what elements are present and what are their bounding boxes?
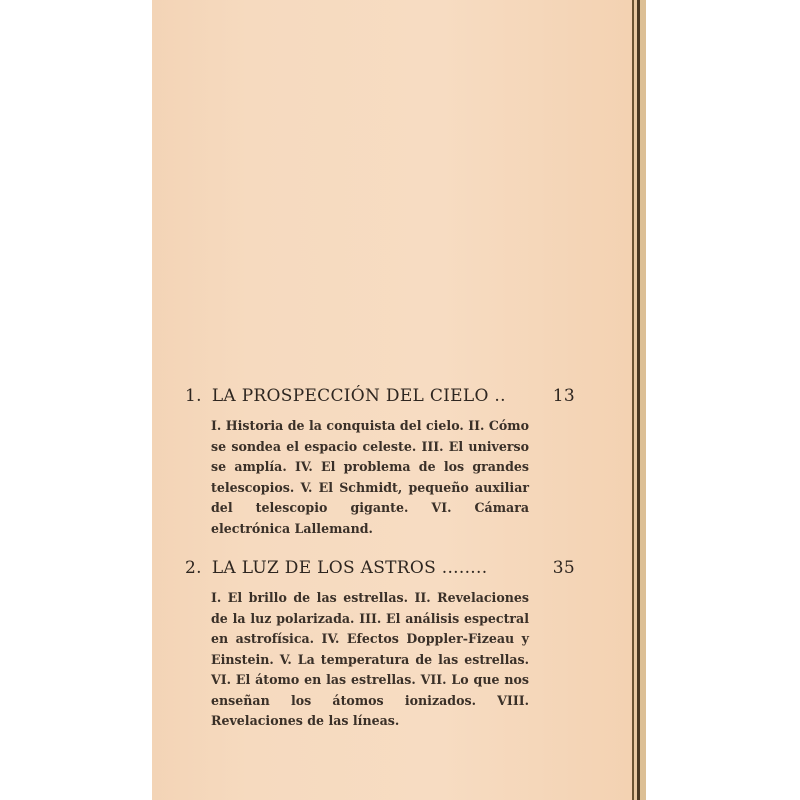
chapter-number: 1. [185, 386, 202, 406]
chapter-summary: I. El brillo de las estrellas. II. Revelaciones de la luz polarizada. III. El análisis espectral en astrofísica. IV. Efectos Doppler-Fizeau y Einstein. V. La temperatura de las estrellas. VI. El átomo en las estrellas. VII. Lo que nos enseñan los átomos ionizados. VIII. Revelaciones de las líneas. [211, 590, 529, 728]
chapter-number: 2. [185, 558, 202, 578]
page-edge-strip [640, 0, 646, 800]
page-number: 35 [552, 558, 575, 578]
page-number: 13 [552, 386, 575, 406]
chapter-summary: I. Historia de la conquista del cielo. II. Cómo se sondea el espacio celeste. III. El universo se amplía. IV. El problema de los grandes telescopios. V. El Schmidt, pequeño auxiliar del telescopio gigante. VI. Cámara electrónica Lallemand. [211, 418, 529, 536]
toc-entry-1 [185, 386, 575, 539]
toc-entry-heading [185, 386, 575, 406]
toc-entry-heading [185, 558, 575, 578]
toc-entry-2 [185, 558, 575, 732]
chapter-title: LA LUZ DE LOS ASTROS ........ [211, 558, 488, 578]
chapter-title: LA PROSPECCIÓN DEL CIELO .. [211, 386, 506, 406]
